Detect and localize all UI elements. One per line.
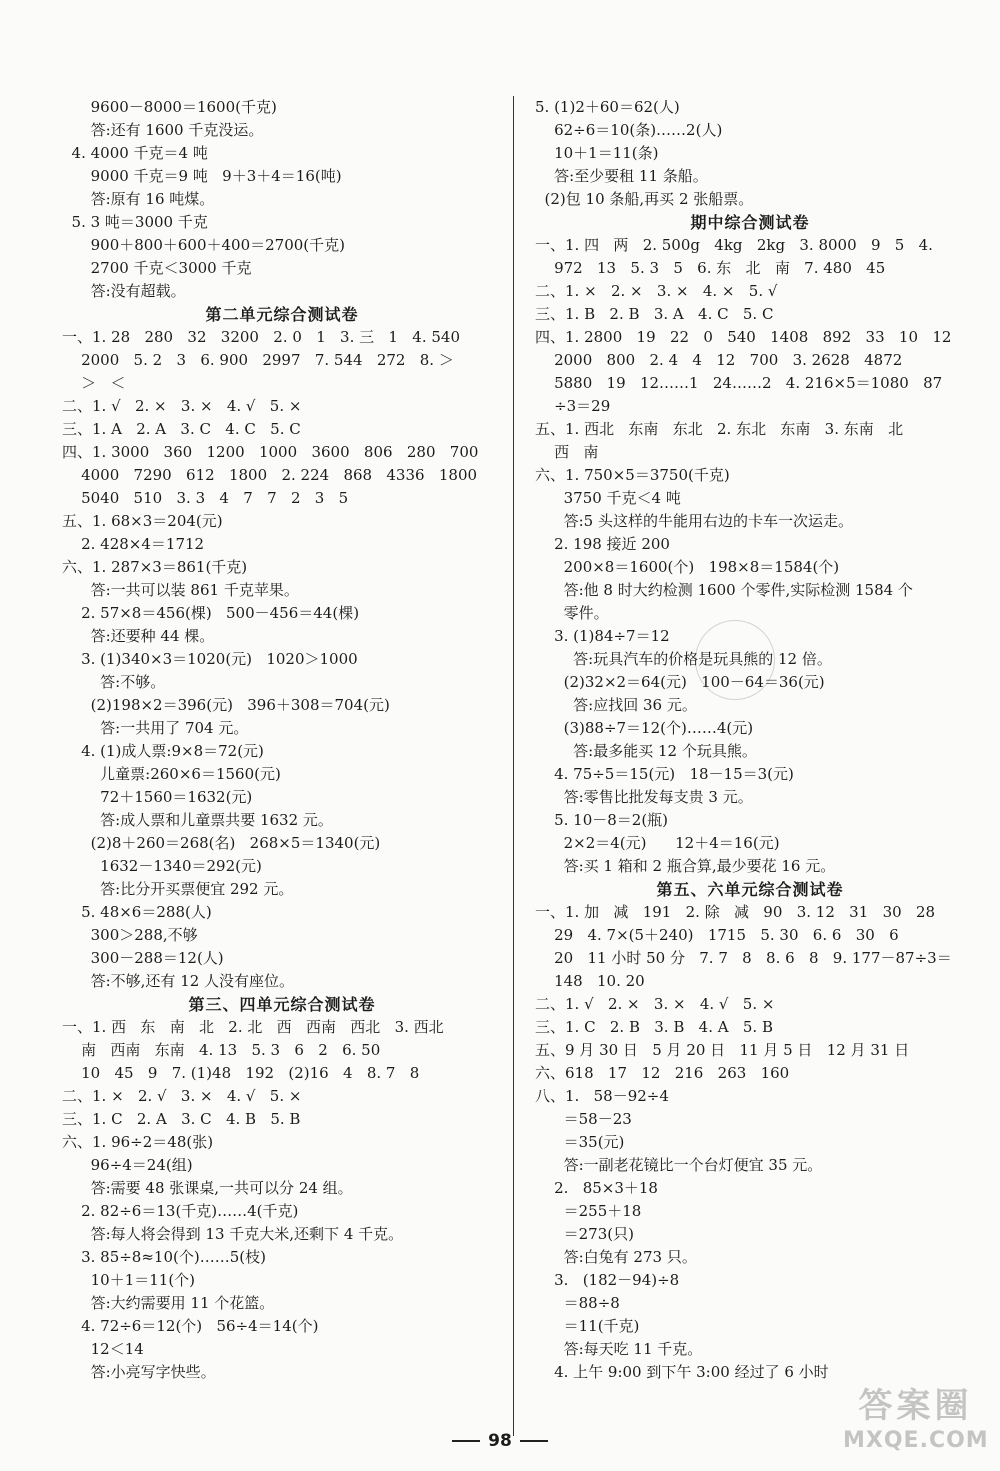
answer-line: 四、1. 3000 360 1200 1000 3600 806 280 700 [62,443,479,461]
answer-line: (2)包 10 条船,再买 2 张船票。 [535,190,754,208]
answer-line: 12＜14 [62,1340,144,1358]
answer-line: 答:没有超载。 [62,282,186,300]
answer-line: 西 南 [535,443,599,461]
answer-line: 4. 75÷5＝15(元) 18－15＝3(元) [535,765,794,783]
answer-line: 答:最多能买 12 个玩具熊。 [535,742,757,760]
answer-line: 答:还有 1600 千克没运。 [62,121,264,139]
answer-line: 二、1. √ 2. × 3. × 4. √ 5. × [535,995,775,1013]
watermark-logo [843,1385,988,1463]
watermark-bottom: MXQE.COM [843,1428,989,1453]
answer-line: ＞ ＜ [62,374,126,392]
answer-line: 300＞288,不够 [62,926,198,944]
answer-line: 六、1. 750×5＝3750(千克) [535,466,730,484]
answer-line: 答:玩具汽车的价格是玩具熊的 12 倍。 [535,650,832,668]
answer-line: 2. 57×8＝456(棵) 500－456＝44(棵) [62,604,360,622]
answer-line: 5. 10－8＝2(瓶) [535,811,669,829]
answer-line: 答:需要 48 张课桌,一共可以分 24 组。 [62,1179,353,1197]
answer-line: 9600－8000＝1600(千克) [62,98,277,116]
answer-line: 72＋1560＝1632(元) [62,788,253,806]
answer-line: 二、1. × 2. × 3. × 4. × 5. √ [535,282,778,300]
answer-line: 答:还要种 44 棵。 [62,627,215,645]
answer-line: 2. 198 接近 200 [535,535,670,553]
answer-line: 4. 72÷6＝12(个) 56÷4＝14(个) [62,1317,319,1335]
answer-line: 2×2＝4(元) 12＋4＝16(元) [535,834,780,852]
answer-line: (2)198×2＝396(元) 396＋308＝704(元) [62,696,390,714]
answer-line: 972 13 5. 3 5 6. 东 北 南 7. 480 45 [535,259,886,277]
answer-line: ＝35(元) [535,1133,625,1151]
answer-line: 1632－1340＝292(元) [62,857,262,875]
answer-line: 五、9 月 30 日 5 月 20 日 11 月 5 日 12 月 31 日 [535,1041,910,1059]
answer-line: 答:一共用了 704 元。 [62,719,249,737]
answer-line: 300－288＝12(人) [62,949,224,967]
answer-line: 三、1. B 2. B 3. A 4. C 5. C [535,305,774,323]
answer-line: 4. 上午 9:00 到下午 3:00 经过了 6 小时 [535,1363,829,1381]
answer-line: 5880 19 12……1 24……2 4. 216×5＝1080 87 [535,374,943,392]
answer-line: 62÷6＝10(条)……2(人) [535,121,723,139]
answer-line: 答:应找回 36 元。 [535,696,697,714]
answer-line: 2700 千克＜3000 千克 [62,259,252,277]
answer-line: 10 45 9 7. (1)48 192 (2)16 4 8. 7 8 [62,1064,420,1082]
answer-line: 4000 7290 612 1800 2. 224 868 4336 1800 [62,466,478,484]
answer-line: 答:白兔有 273 只。 [535,1248,697,1266]
answer-line: 2. 428×4＝1712 [62,535,205,553]
left-column [62,96,502,1384]
watermark-top: 答案圈 [858,1386,973,1426]
answer-line: (2)32×2＝64(元) 100－64＝36(元) [535,673,825,691]
answer-line: 3. 85÷8≈10(个)……5(枝) [62,1248,266,1266]
answer-line: 答:成人票和儿童票共要 1632 元。 [62,811,333,829]
answer-line: 9000 千克＝9 吨 9＋3＋4＝16(吨) [62,167,342,185]
answer-line: 3. (182－94)÷8 [535,1271,680,1289]
answer-line: 答:每人将会得到 13 千克大米,还剩下 4 千克。 [62,1225,404,1243]
answer-line: 答:零售比批发每支贵 3 元。 [535,788,753,806]
column-divider [513,96,514,1436]
answer-line: 三、1. C 2. A 3. C 4. B 5. B [62,1110,301,1128]
answer-line: 4. (1)成人票:9×8＝72(元) [62,742,264,760]
answer-line: ＝273(只) [535,1225,634,1243]
answer-line: 答:至少要租 11 条船。 [535,167,708,185]
answer-line: 五、1. 68×3＝204(元) [62,512,223,530]
section-title: 期中综合测试卷 [690,213,810,232]
answer-line: 20 11 小时 50 分 7. 7 8 8. 6 8 9. 177－87÷3＝ [535,949,952,967]
section-title: 第三、四单元综合测试卷 [188,995,376,1014]
section-title: 第二单元综合测试卷 [205,305,359,324]
answer-line: 四、1. 2800 19 22 0 540 1408 892 33 10 12 [535,328,952,346]
answer-line: (2)8＋260＝268(名) 268×5＝1340(元) [62,834,381,852]
answer-line: 三、1. A 2. A 3. C 4. C 5. C [62,420,301,438]
answer-line: 一、1. 西 东 南 北 2. 北 西 西南 西北 3. 西北 [62,1018,444,1036]
answer-line: 答:比分开买票便宜 292 元。 [62,880,294,898]
answer-line: 29 4. 7×(5＋240) 1715 5. 30 6. 6 30 6 [535,926,899,944]
dash-left [452,1440,480,1442]
answer-line: 96÷4＝24(组) [62,1156,193,1174]
answer-line: 3750 千克＜4 吨 [535,489,681,507]
answer-line: 答:每天吃 11 千克。 [535,1340,703,1358]
answer-line: ÷3＝29 [535,397,611,415]
answer-line: 2000 5. 2 3 6. 900 2997 7. 544 272 8. ＞ [62,351,454,369]
answer-line: 5040 510 3. 3 4 7 7 2 3 5 [62,489,349,507]
page-number-text: 98 [488,1431,512,1451]
section-title: 第五、六单元综合测试卷 [656,880,844,899]
answer-line: 10＋1＝11(个) [62,1271,196,1289]
answer-line: 答:一副老花镜比一个台灯便宜 35 元。 [535,1156,823,1174]
answer-line: ＝88÷8 [535,1294,620,1312]
answer-line: 答:原有 16 吨煤。 [62,190,215,208]
answer-line: 一、1. 28 280 32 3200 2. 0 1 3. 三 1 4. 540 [62,328,460,346]
dash-right [520,1440,548,1442]
answer-line: ＝58－23 [535,1110,632,1128]
answer-line: 2000 800 2. 4 4 12 700 3. 2628 4872 [535,351,903,369]
answer-line: 八、1. 58－92÷4 [535,1087,669,1105]
answer-line: 二、1. √ 2. × 3. × 4. √ 5. × [62,397,302,415]
stamp-mark [695,620,775,700]
answer-line: 答:大约需要用 11 个花篮。 [62,1294,275,1312]
answer-line: (3)88÷7＝12(个)……4(元) [535,719,754,737]
answer-line: 六、1. 287×3＝861(千克) [62,558,248,576]
answer-line: 5. 3 吨＝3000 千克 [62,213,208,231]
answer-line: 2. 85×3＋18 [535,1179,658,1197]
answer-line: 答:小亮写字快些。 [62,1363,216,1381]
answer-line: 二、1. × 2. √ 3. × 4. √ 5. × [62,1087,302,1105]
answer-line: 三、1. C 2. B 3. B 4. A 5. B [535,1018,773,1036]
answer-line: 零件。 [535,604,609,622]
answer-line: 一、1. 加 减 191 2. 除 减 90 3. 12 31 30 28 [535,903,936,921]
answer-line: 一、1. 四 两 2. 500g 4kg 2kg 3. 8000 9 5 4. [535,236,933,254]
answer-line: 答:不够,还有 12 人没有座位。 [62,972,295,990]
answer-line: 4. 4000 千克＝4 吨 [62,144,208,162]
answer-line: ＝255＋18 [535,1202,642,1220]
answer-line: 六、618 17 12 216 263 160 [535,1064,790,1082]
answer-line: 2. 82÷6＝13(千克)……4(千克) [62,1202,299,1220]
answer-line: 200×8＝1600(个) 198×8＝1584(个) [535,558,840,576]
answer-line: 答:他 8 时大约检测 1600 个零件,实际检测 1584 个 [535,581,913,599]
answer-line: 900＋800＋600＋400＝2700(千克) [62,236,346,254]
answer-line: 六、1. 96÷2＝48(张) [62,1133,214,1151]
answer-line: 10＋1＝11(条) [535,144,659,162]
answer-line: 答:5 头这样的牛能用右边的卡车一次运走。 [535,512,853,530]
answer-line: 答:不够。 [62,673,166,691]
answer-line: 5. (1)2＋60＝62(人) [535,98,680,116]
answer-line: 3. (1)340×3＝1020(元) 1020＞1000 [62,650,358,668]
answer-line: 五、1. 西北 东南 东北 2. 东北 东南 3. 东南 北 [535,420,904,438]
answer-line: ＝11(千克) [535,1317,640,1335]
answer-line: 答:买 1 箱和 2 瓶合算,最少要花 16 元。 [535,857,836,875]
answer-line: 答:一共可以装 861 千克苹果。 [62,581,299,599]
answer-line: 148 10. 20 [535,972,645,990]
right-column [535,96,965,1384]
answer-line: 儿童票:260×6＝1560(元) [62,765,281,783]
answer-line: 3. (1)84÷7＝12 [535,627,670,645]
answer-line: 5. 48×6＝288(人) [62,903,212,921]
answer-line: 南 西南 东南 4. 13 5. 3 6 2 6. 50 [62,1041,381,1059]
